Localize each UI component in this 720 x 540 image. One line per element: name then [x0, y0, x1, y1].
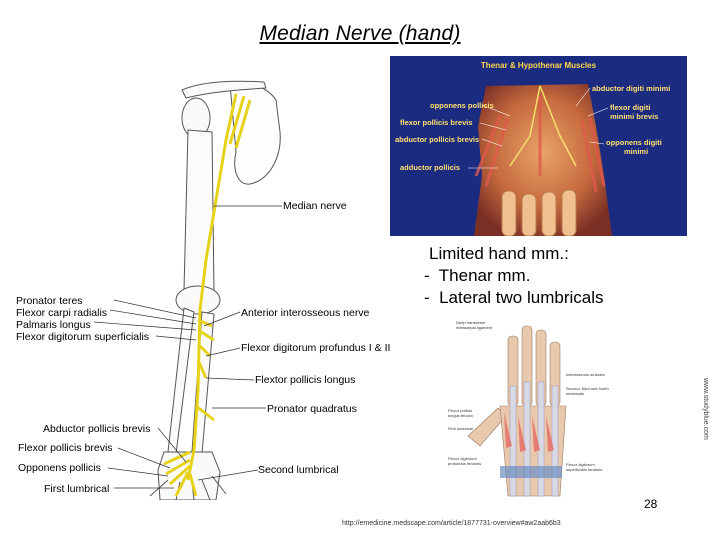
lumb-label-1: Deep transverse — [456, 320, 486, 325]
lumb-label-7: Flexor digitorum — [566, 462, 595, 467]
label-anterior-interosseous-nerve: Anterior interosseous nerve — [241, 307, 370, 319]
thenar-label-flexor-digiti: flexor digiti — [610, 103, 651, 112]
label-second-lumbrical: Second lumbrical — [258, 464, 339, 476]
lumb-label-3: Second, third and fourth — [566, 386, 609, 391]
thenar-label-adductor-pollicis: adductor pollicis — [400, 163, 461, 172]
slide-title: Median Nerve (hand) — [259, 22, 461, 45]
limited-item-lumbricals: - Lateral two lumbricals — [424, 288, 604, 307]
label-flexor-carpi-radialis: Flexor carpi radialis — [16, 307, 108, 319]
label-flexor-digitorum-superficialis: Flexor digitorum superficialis — [16, 331, 150, 343]
thenar-label-abductor-digiti-minimi: abductor digiti minimi — [592, 84, 671, 93]
limited-heading: Limited hand mm.: — [429, 244, 569, 263]
lumb-label-6b: profundus tendons — [448, 461, 482, 466]
lumb-label-4b: longus tendon — [448, 413, 474, 418]
label-pronator-teres: Pronator teres — [16, 295, 83, 307]
thenar-label-minimi: minimi — [624, 147, 649, 156]
label-palmaris-longus: Palmaris longus — [16, 319, 91, 331]
lumb-label-5: First lumbrical — [448, 426, 473, 431]
limited-item-thenar: - Thenar mm. — [424, 266, 531, 285]
label-opponens-pollicis: Opponens pollicis — [18, 462, 101, 474]
label-flexor-digitorum-profundus: Flexor digitorum profundus I & II — [241, 342, 391, 354]
label-median-nerve: Median nerve — [283, 200, 347, 212]
watermark-text: www.studyblue.com — [702, 378, 709, 440]
label-flextor-pollicis-longus: Flextor pollicis longus — [255, 374, 356, 386]
label-abductor-pollicis-brevis: Abductor pollicis brevis — [43, 423, 151, 435]
thenar-hypothenar-image — [390, 56, 687, 236]
humerus — [184, 130, 214, 300]
lumb-label-2: Interosseous muscles — [566, 372, 605, 377]
lumb-label-4: Flexor pollicis — [448, 408, 473, 413]
source-url[interactable]: http://emedicine.medscape.com/article/1877731-overview#aw2aab6b3 — [342, 520, 561, 527]
thenar-label-opponens-pollicis: opponens pollicis — [430, 101, 494, 110]
label-pronator-quadratus: Pronator quadratus — [267, 403, 357, 415]
thenar-label-minimi-brevis: minimi brevis — [610, 112, 659, 121]
thenar-panel-title: Thenar & Hypothenar Muscles — [480, 61, 597, 70]
page-number: 28 — [644, 497, 658, 511]
elbow — [176, 286, 220, 314]
thenar-label-opponens-digiti: opponens digiti — [606, 138, 662, 147]
scapula — [230, 83, 280, 184]
label-flexor-pollicis-brevis: Flexor pollicis brevis — [18, 442, 113, 454]
limited-hand-muscles-text — [424, 243, 604, 309]
lumb-label-3b: lumbricals — [566, 391, 585, 396]
ulna — [168, 308, 194, 454]
label-first-lumbrical: First lumbrical — [44, 483, 110, 495]
lumbrical-image — [448, 316, 609, 516]
thenar-label-abductor-pollicis-brevis: abductor pollicis brevis — [395, 135, 480, 144]
lumb-label-7b: superficialis tendons — [566, 467, 603, 472]
lumb-label-6: Flexor digitorum — [448, 456, 477, 461]
thenar-label-flexor-pollicis-brevis: flexor pollicis brevis — [400, 118, 473, 127]
lumb-label-1b: metacarpal ligament — [456, 325, 493, 330]
